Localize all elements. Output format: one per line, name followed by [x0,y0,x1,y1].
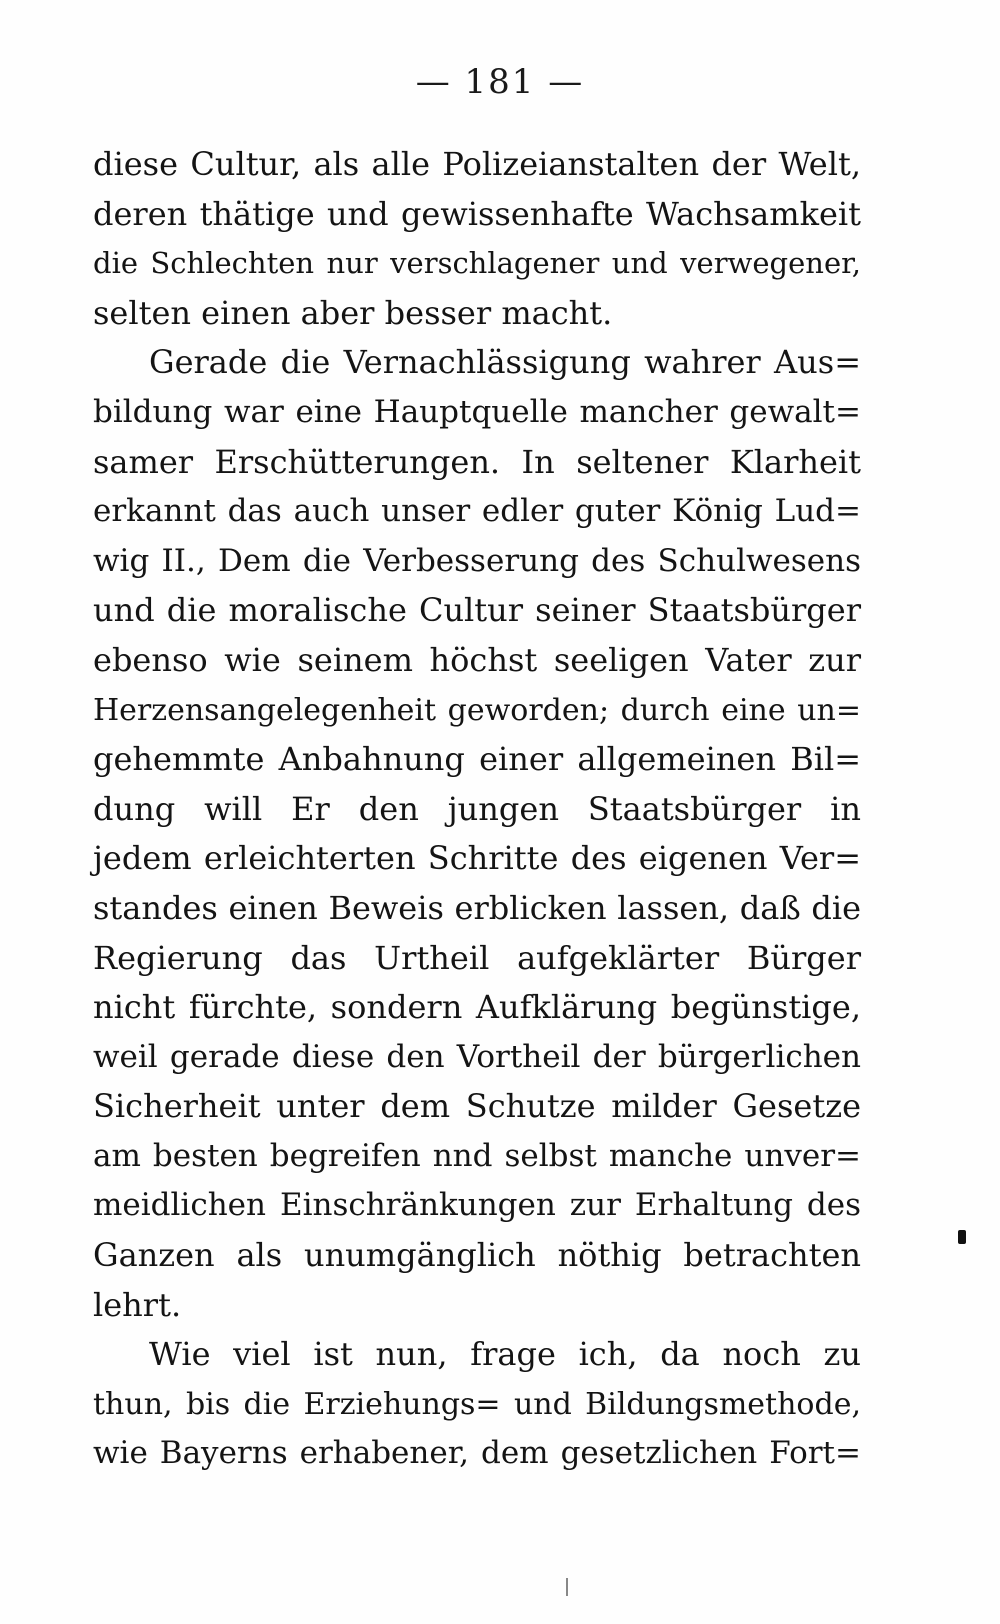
text-line: wig II., Dem die Verbesserung des Schulwesens [93,542,861,579]
body-text [93,140,861,1479]
text-line: erkannt das auch unser edler guter König Lud= [93,493,861,530]
text-line: selten einen aber besser macht. [93,293,613,332]
text-line: Gerade die Vernachlässigung wahrer Aus= [149,343,861,382]
text-line: nicht fürchte, sondern Aufklärung begünstige, [93,988,861,1027]
text-line: am besten begreifen nnd selbst manche unver= [93,1137,861,1174]
text-line: diese Cultur, als alle Polizeianstalten der Welt, [93,145,861,183]
text-line: jedem erleichterten Schritte des eigenen Ver= [93,839,861,878]
text-line: Regierung das Urtheil aufgeklärter Bürger [93,938,861,977]
text-line: ebenso wie seinem höchst seeligen Vater zur [93,640,861,679]
text-line: die Schlechten nur verschlagener und verwegener, [93,246,861,281]
text-line: bildung war eine Hauptquelle mancher gewalt= [93,393,861,430]
text-line: weil gerade diese den Vortheil der bürgerlichen [93,1038,861,1075]
text-line: dung will Er den jungen Staatsbürger in [93,789,861,828]
ink-speck [958,1230,966,1244]
text-line: Wie viel ist nun, frage ich, da noch zu [149,1335,861,1374]
page-number: — 181 — [415,62,585,102]
text-line: Ganzen als unumgänglich nöthig betrachten [93,1236,861,1275]
text-line: lehrt. [93,1285,182,1324]
text-line: deren thätige und gewissenhafte Wachsamkeit [93,194,861,233]
text-line: wie Bayerns erhabener, dem gesetzlichen Fort= [93,1435,861,1472]
text-line: Sicherheit unter dem Schutze milder Gesetze [93,1087,861,1126]
text-line: standes einen Beweis erblicken lassen, daß die [93,888,861,927]
text-line: und die moralische Cultur seiner Staatsbürger [93,591,861,630]
scan-artifact [566,1578,568,1596]
text-line: Herzensangelegenheit geworden; durch eine un= [93,692,861,728]
text-line: meidlichen Einschränkungen zur Erhaltung des [93,1187,861,1224]
text-line: thun, bis die Erziehungs= und Bildungsmethode, [93,1386,861,1422]
text-line: samer Erschütterungen. In seltener Klarheit [93,442,861,481]
text-line: gehemmte Anbahnung einer allgemeinen Bil= [93,740,861,779]
